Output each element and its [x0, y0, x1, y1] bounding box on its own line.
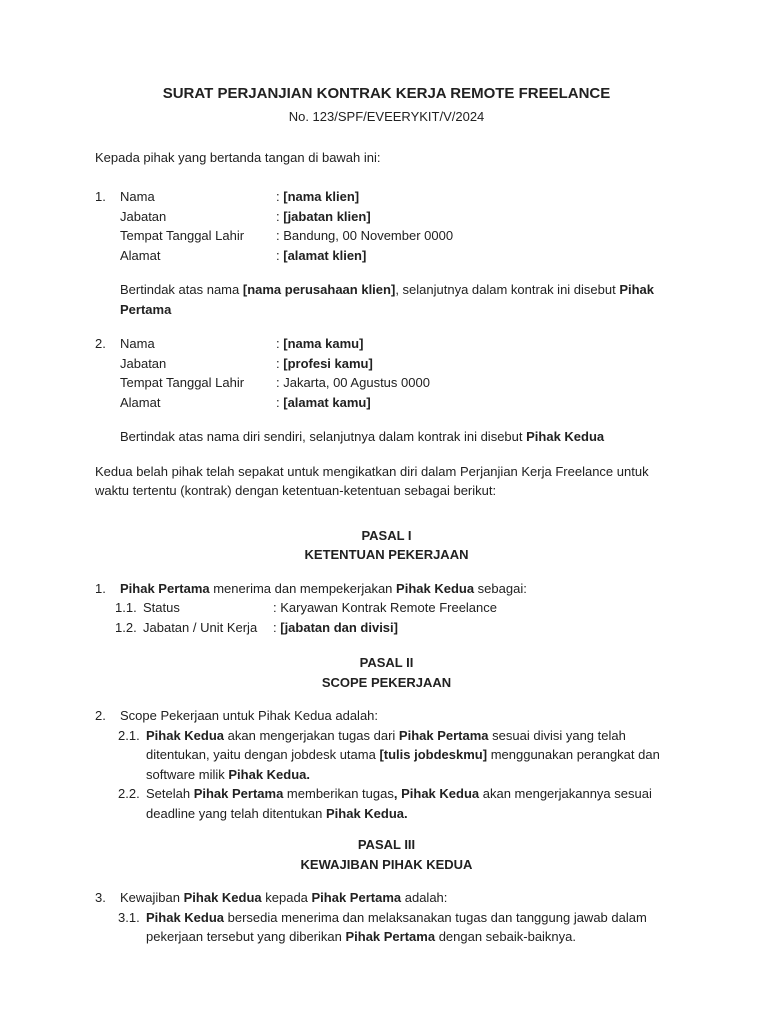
- subclause-number: 2.1.: [118, 727, 140, 743]
- subclause-label: Jabatan / Unit Kerja: [143, 619, 258, 635]
- party-1-row-jabatan: [120, 207, 678, 227]
- subclause-number: 1.2.: [115, 619, 137, 635]
- subclause-text: Setelah Pihak Pertama memberikan tugas, Pihak Kedua akan mengerjakannya sesuai deadline yang telah ditentukan Pihak Kedua.: [146, 786, 652, 821]
- clause-1-text: Pihak Pertama menerima dan mempekerjakan Pihak Kedua sebagai:: [120, 580, 527, 596]
- pasal-3-heading: [95, 835, 678, 874]
- clause-2-number: 2.: [95, 708, 106, 723]
- party-2-number: 2.: [95, 336, 106, 351]
- party-2-row-alamat: [120, 393, 678, 413]
- row-value: : [profesi kamu]: [276, 355, 373, 371]
- subclause-value: : Karyawan Kontrak Remote Freelance: [273, 600, 497, 615]
- row-label: Alamat: [120, 247, 161, 263]
- party-2-row-jabatan: [120, 354, 678, 374]
- pasal-1-heading: [95, 526, 678, 565]
- row-label: Tempat Tanggal Lahir: [120, 228, 245, 243]
- party-1-number: 1.: [95, 189, 106, 204]
- document-number: No. 123/SPF/EVEERYKIT/V/2024: [288, 109, 485, 124]
- party-1-row-nama: [120, 187, 678, 207]
- row-label: Nama: [120, 336, 155, 351]
- subclause-text: Pihak Kedua bersedia menerima dan melaksanakan tugas dan tanggung jawab dalam pekerjaan tersebut yang diberikan Pihak Pertama dengan sebaik-baiknya.: [146, 909, 647, 944]
- row-label: Alamat: [120, 394, 161, 410]
- party-1-note: Bertindak atas nama [nama perusahaan klien], selanjutnya dalam kontrak ini disebut Pihak Pertama: [120, 282, 655, 317]
- row-value: : [jabatan klien]: [276, 208, 371, 224]
- pasal-3-title: PASAL III: [357, 837, 416, 852]
- subclause-value: : [jabatan dan divisi]: [273, 619, 398, 635]
- subclause-2-2: [118, 784, 678, 823]
- subclause-number: 2.2.: [118, 786, 140, 801]
- party-1-block: [95, 187, 678, 265]
- row-value: : Bandung, 00 November 0000: [276, 228, 454, 243]
- subclause-number: 3.1.: [118, 909, 140, 925]
- party-2-note: Bertindak atas nama diri sendiri, selanjutnya dalam kontrak ini disebut Pihak Kedua: [120, 429, 605, 444]
- row-label: Jabatan: [120, 208, 167, 224]
- pasal-3-subtitle: KEWAJIBAN PIHAK KEDUA: [300, 856, 473, 872]
- clause-3: [95, 888, 678, 908]
- subclause-2-1: [118, 726, 678, 785]
- party-1-row-alamat: [120, 246, 678, 266]
- party-1-details: [120, 187, 678, 265]
- row-value: : [nama kamu]: [276, 336, 364, 351]
- pasal-1-subtitle: KETENTUAN PEKERJAAN: [304, 547, 469, 562]
- party-2-row-ttl: [120, 373, 678, 393]
- row-label: Jabatan: [120, 355, 167, 371]
- row-value: : [alamat klien]: [276, 247, 367, 263]
- subclause-1-2: [115, 618, 678, 638]
- clause-3-number: 3.: [95, 890, 106, 905]
- party-1-row-ttl: [120, 226, 678, 246]
- page-title: SURAT PERJANJIAN KONTRAK KERJA REMOTE FREELANCE: [162, 85, 611, 102]
- party-2-row-nama: [120, 334, 678, 354]
- intro-paragraph: Kepada pihak yang bertanda tangan di bawah ini:: [95, 149, 381, 165]
- agreement-paragraph: Kedua belah pihak telah sepakat untuk mengikatkan diri dalam Perjanjian Kerja Freelance untuk waktu tertentu (kontrak) dengan ketentuan-ketentuan sebagai berikut:: [95, 463, 649, 498]
- subclause-1-1: [115, 598, 678, 618]
- subclause-text: Pihak Kedua akan mengerjakan tugas dari Pihak Pertama sesuai divisi yang telah ditentukan, yaitu dengan jobdesk utama [tulis jobdeskmu] menggunakan perangkat dan software milik Pihak Kedua.: [146, 727, 660, 782]
- row-value: : [nama klien]: [276, 189, 360, 204]
- subclause-label: Status: [143, 600, 180, 615]
- pasal-2-subtitle: SCOPE PEKERJAAN: [321, 674, 452, 690]
- row-label: Nama: [120, 189, 155, 204]
- row-label: Tempat Tanggal Lahir: [120, 375, 245, 390]
- pasal-1-title: PASAL I: [361, 527, 412, 543]
- row-value: : Jakarta, 00 Agustus 0000: [276, 375, 430, 390]
- clause-2: [95, 706, 678, 726]
- clause-1-number: 1.: [95, 580, 106, 596]
- subclause-3-1: [118, 908, 678, 947]
- row-value: : [alamat kamu]: [276, 394, 371, 410]
- pasal-2-heading: [95, 653, 678, 692]
- party-2-block: [95, 334, 678, 412]
- subclause-number: 1.1.: [115, 600, 137, 615]
- clause-1: [95, 579, 678, 599]
- pasal-2-title: PASAL II: [359, 655, 414, 670]
- clause-2-text: Scope Pekerjaan untuk Pihak Kedua adalah:: [120, 708, 379, 723]
- party-2-details: [120, 334, 678, 412]
- clause-3-text: Kewajiban Pihak Kedua kepada Pihak Pertama adalah:: [120, 890, 448, 905]
